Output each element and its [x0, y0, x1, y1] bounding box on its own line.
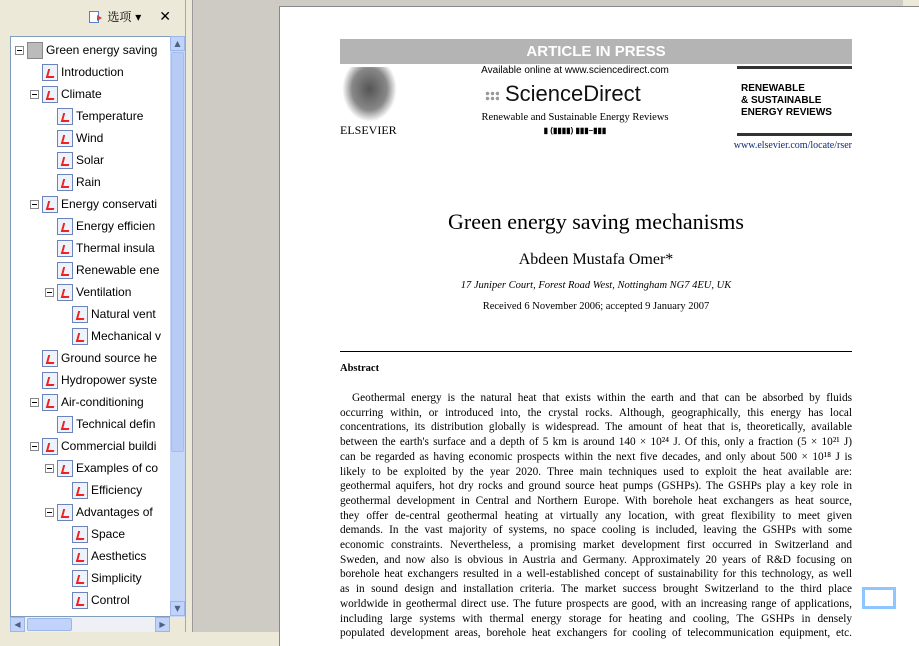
- bookmark-label: Introduction: [61, 65, 124, 79]
- bookmark-label: Green energy saving: [46, 43, 158, 57]
- article-in-press-banner: ARTICLE IN PRESS: [340, 39, 852, 64]
- abstract-line: borehole heat exchangers resulted in a well-established concept of sustainability for this technology, as well: [340, 568, 852, 581]
- elsevier-label: ELSEVIER: [340, 123, 397, 137]
- bookmark-label: Rain: [76, 175, 101, 189]
- document-icon: [27, 42, 43, 59]
- bookmark-label: Advantages of: [76, 505, 153, 519]
- pdf-bookmark-icon: [72, 592, 88, 609]
- abstract-line: occurring within, or introduced into, the crystal rocks. Although, geographically, this energy has local: [340, 406, 852, 419]
- bookmark-item[interactable]: [42, 347, 157, 369]
- bookmark-item[interactable]: [72, 567, 142, 589]
- pdf-bookmark-icon: [57, 284, 73, 301]
- abstract-line: they offer de-central geothermal heating at virtually any location, with great flexibility to meet given: [340, 509, 852, 522]
- bookmarks-panel: [0, 0, 186, 632]
- bookmark-item[interactable]: [72, 589, 130, 611]
- bookmark-label: Mechanical v: [91, 329, 162, 343]
- abstract-line: likely to be exploited by the year 2020. Three main techniques used to exploit the heat available are:: [340, 465, 852, 478]
- pdf-bookmark-icon: [57, 504, 73, 521]
- horizontal-scrollbar[interactable]: [10, 617, 170, 632]
- pdf-bookmark-icon: [57, 218, 73, 235]
- sciencedirect-logo: [485, 81, 641, 107]
- bookmark-item[interactable]: [57, 149, 104, 171]
- bookmark-item[interactable]: [57, 215, 155, 237]
- abstract-line: between the earth's surface and a depth of 5 km is around 140 × 10²⁴ J. Of this, only a fraction (5 × 10²¹ J): [340, 436, 852, 449]
- bookmark-label: Control: [91, 593, 130, 607]
- bookmark-item[interactable]: [57, 171, 101, 193]
- bookmark-item[interactable]: [72, 303, 156, 325]
- abstract-line: Sweden, and now also is obvious in Austria and Germany. Approximately 20 years of R&D focusing on: [340, 553, 852, 566]
- collapse-toggle-icon[interactable]: [45, 508, 54, 517]
- pdf-bookmark-icon: [57, 108, 73, 125]
- bookmark-item[interactable]: [72, 325, 161, 347]
- article-title: Green energy saving mechanisms: [448, 209, 744, 234]
- pdf-bookmark-icon: [72, 306, 88, 323]
- bookmark-item[interactable]: [42, 435, 156, 457]
- abstract-line: economic constraints. Nevertheless, a promising market development first occurred in Switzerland and: [340, 539, 852, 551]
- volume-info: ▮ (▮▮▮▮) ▮▮▮–▮▮▮: [543, 126, 607, 135]
- options-menu-button[interactable]: 选项 ▾: [107, 10, 142, 24]
- close-icon[interactable]: ✕: [159, 8, 171, 25]
- bookmark-item[interactable]: [57, 501, 153, 523]
- watermark-logo: [862, 587, 896, 609]
- bookmark-label: Energy efficien: [76, 219, 156, 233]
- bookmark-item[interactable]: [42, 83, 102, 105]
- abstract-line: geothermal aquifers, hot dry rocks and ground source heat pumps (GSHPs). The GSHPs play a key role in: [340, 480, 852, 493]
- panel-splitter[interactable]: [186, 0, 193, 632]
- pdf-bookmark-icon: [42, 86, 58, 103]
- pdf-bookmark-icon: [72, 570, 88, 587]
- journal-logo-line: ENERGY REVIEWS: [741, 107, 832, 118]
- collapse-toggle-icon[interactable]: [30, 398, 39, 407]
- bookmark-label: Simplicity: [91, 571, 142, 585]
- bookmark-item[interactable]: [57, 105, 143, 127]
- collapse-toggle-icon[interactable]: [15, 46, 24, 55]
- abstract-line: as in sound design and installation criteria. The market success brought Switzerland to the third place: [340, 583, 852, 596]
- pdf-page: [279, 6, 919, 646]
- journal-logo-line: RENEWABLE: [741, 83, 805, 94]
- pdf-bookmark-icon: [57, 262, 73, 279]
- available-online: Available online at www.sciencedirect.com: [481, 65, 669, 76]
- pdf-bookmark-icon: [72, 482, 88, 499]
- bookmark-label: Renewable ene: [76, 263, 160, 277]
- scroll-right-button[interactable]: ▶: [155, 617, 170, 632]
- collapse-toggle-icon[interactable]: [30, 200, 39, 209]
- pdf-bookmark-icon: [57, 152, 73, 169]
- collapse-toggle-icon[interactable]: [30, 90, 39, 99]
- panel-header: [89, 8, 171, 25]
- journal-logo: [737, 66, 852, 136]
- bookmark-label: Temperature: [76, 109, 144, 123]
- bookmark-label: Thermal insula: [76, 241, 155, 255]
- abstract-line: Geothermal energy is the natural heat that exists within the earth and that can be absorbed by fluids: [352, 392, 852, 404]
- pdf-bookmark-icon: [42, 438, 58, 455]
- journal-url[interactable]: www.elsevier.com/locate/rser: [733, 140, 852, 151]
- options-icon[interactable]: [89, 11, 99, 23]
- bookmark-item[interactable]: [42, 193, 157, 215]
- options-label: 选项: [107, 10, 132, 24]
- pdf-bookmark-icon: [72, 548, 88, 565]
- journal-name: Renewable and Sustainable Energy Reviews: [481, 112, 669, 123]
- scroll-thumb[interactable]: [171, 52, 184, 452]
- bookmark-label: Efficiency: [91, 483, 143, 497]
- collapse-toggle-icon[interactable]: [45, 464, 54, 473]
- bookmark-item[interactable]: [72, 523, 125, 545]
- elsevier-tree-logo: [342, 67, 397, 122]
- sciencedirect-dots-icon: [485, 91, 499, 101]
- pdf-bookmark-icon: [42, 372, 58, 389]
- scroll-up-button[interactable]: ▲: [170, 36, 185, 51]
- bookmark-item[interactable]: [57, 413, 155, 435]
- abstract-line: concentrations, its distribution globally is widespread. The amount of heat that is, theoretically, available: [340, 421, 852, 434]
- bookmark-label: Space: [91, 527, 126, 541]
- sciencedirect-text: ScienceDirect: [505, 81, 641, 106]
- bookmark-label: Hydropower syste: [61, 373, 158, 387]
- bookmark-label: Wind: [76, 131, 104, 145]
- pdf-bookmark-icon: [72, 328, 88, 345]
- document-view: [193, 0, 903, 640]
- bookmark-item[interactable]: [27, 39, 157, 61]
- collapse-toggle-icon[interactable]: [30, 442, 39, 451]
- bookmark-item[interactable]: [42, 369, 157, 391]
- pdf-bookmark-icon: [57, 130, 73, 147]
- bookmark-label: Air-conditioning: [61, 395, 144, 409]
- bookmark-item[interactable]: [57, 457, 158, 479]
- received-dates: Received 6 November 2006; accepted 9 January 2007: [482, 301, 710, 312]
- pdf-bookmark-icon: [42, 196, 58, 213]
- abstract-line: can be regarded as having economic prospects within the next five decades, and only about 500 × 10¹⁸ J is: [340, 450, 852, 463]
- bookmark-label: Climate: [61, 87, 102, 101]
- abstract-line: worldwide in geothermal direct use. The future prospects are good, with an increasing range of applications,: [340, 597, 852, 610]
- bookmark-label: Solar: [76, 153, 105, 167]
- bookmark-label: Ground source he: [61, 351, 158, 365]
- pdf-bookmark-icon: [57, 174, 73, 191]
- abstract-line: demands. In the vast majority of systems, no space cooling is included, leaving the GSHPs with some: [340, 524, 852, 537]
- journal-logo-line: & SUSTAINABLE: [741, 95, 822, 106]
- bookmark-item[interactable]: [72, 479, 142, 501]
- vertical-scrollbar[interactable]: [170, 36, 185, 617]
- bookmark-label: Technical defin: [76, 417, 156, 431]
- bookmark-item[interactable]: [42, 391, 144, 413]
- abstract-heading: Abstract: [340, 363, 380, 374]
- bookmark-item[interactable]: [42, 61, 124, 83]
- collapse-toggle-icon[interactable]: [45, 288, 54, 297]
- bookmark-label: Aesthetics: [91, 549, 147, 563]
- author: Abdeen Mustafa Omer*: [518, 251, 674, 268]
- pdf-bookmark-icon: [42, 394, 58, 411]
- bookmark-label: Commercial buildi: [61, 439, 157, 453]
- pdf-bookmark-icon: [42, 64, 58, 81]
- bookmark-label: Natural vent: [91, 307, 156, 321]
- pdf-bookmark-icon: [42, 350, 58, 367]
- pdf-bookmark-icon: [72, 526, 88, 543]
- bookmark-item[interactable]: [57, 237, 155, 259]
- bookmark-item[interactable]: [57, 259, 159, 281]
- bookmark-label: Energy conservati: [61, 197, 158, 211]
- affiliation: 17 Juniper Court, Forest Road West, Nottingham NG7 4EU, UK: [460, 280, 732, 291]
- pdf-bookmark-icon: [57, 240, 73, 257]
- pdf-bookmark-icon: [57, 416, 73, 433]
- abstract-line: geothermal development in Central and Northern Europe. With borehole heat exchangers as heat source,: [340, 494, 852, 507]
- scroll-left-button[interactable]: ◀: [10, 617, 25, 632]
- h-scroll-thumb[interactable]: [27, 618, 72, 631]
- bookmark-item[interactable]: [57, 281, 131, 303]
- bookmark-label: Examples of co: [76, 461, 159, 475]
- abstract-line: populated development areas, borehole heat exchangers for cooling of telecommunication equipment, etc.: [340, 627, 852, 640]
- abstract-line: including large systems with thermal energy storage for heating and cooling, The GSHPs in densely: [340, 612, 852, 625]
- bookmark-item[interactable]: [57, 127, 103, 149]
- bookmark-label: Ventilation: [76, 285, 132, 299]
- bookmark-item[interactable]: [72, 545, 146, 567]
- bookmark-tree: [10, 36, 170, 617]
- pdf-bookmark-icon: [57, 460, 73, 477]
- divider: [340, 351, 852, 352]
- scroll-down-button[interactable]: ▼: [170, 601, 185, 616]
